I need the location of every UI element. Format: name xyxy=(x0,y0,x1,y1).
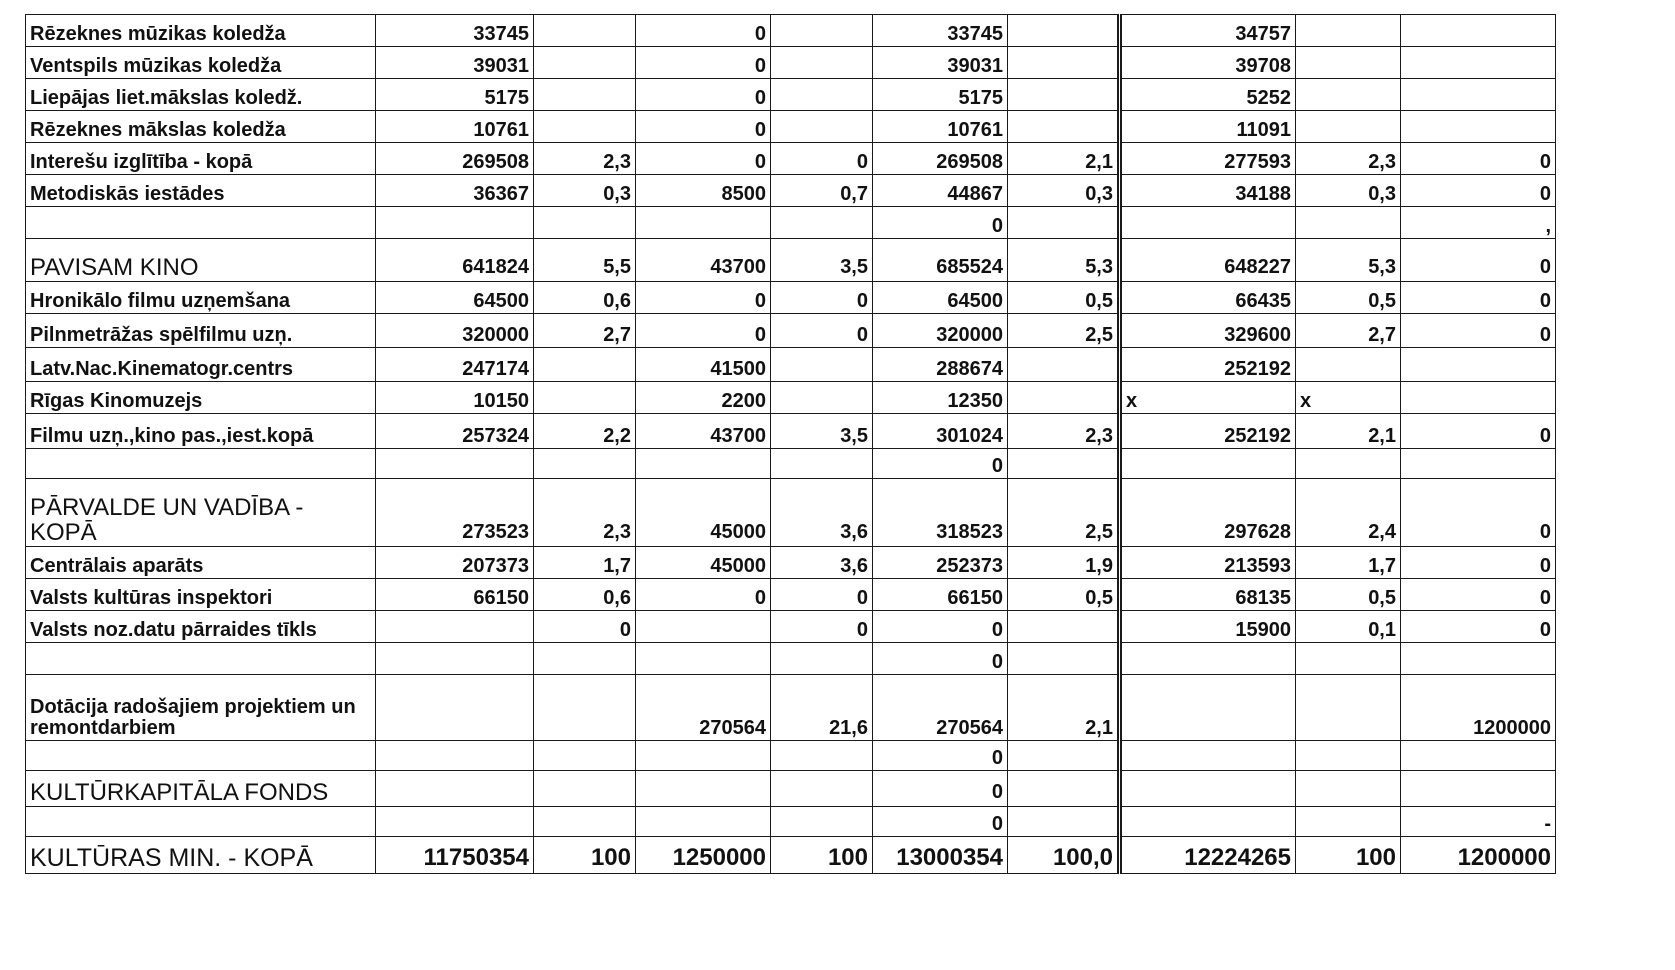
cell-c1 xyxy=(376,449,534,479)
cell-c9 xyxy=(1401,771,1556,807)
cell-c3: 43700 xyxy=(636,239,771,282)
cell-c4: 0,7 xyxy=(771,175,873,207)
cell-c1 xyxy=(376,771,534,807)
cell-c3: 8500 xyxy=(636,175,771,207)
cell-c4 xyxy=(771,47,873,79)
table-row xyxy=(26,643,1556,675)
cell-c1: 10761 xyxy=(376,111,534,143)
cell-c6: 2,1 xyxy=(1008,675,1120,741)
cell-c7: 11091 xyxy=(1120,111,1296,143)
cell-c1: 64500 xyxy=(376,282,534,314)
row-label: PAVISAM KINO xyxy=(26,239,376,282)
row-label: Ventspils mūzikas koledža xyxy=(26,47,376,79)
cell-c2: 5,5 xyxy=(534,239,636,282)
cell-c1: 66150 xyxy=(376,579,534,611)
cell-c5: 13000354 xyxy=(873,837,1008,874)
cell-c8: 0,1 xyxy=(1296,611,1401,643)
cell-c9: 0 xyxy=(1401,611,1556,643)
table-row xyxy=(26,239,1556,282)
cell-c9: 0 xyxy=(1401,479,1556,547)
row-label xyxy=(26,449,376,479)
cell-c2 xyxy=(534,449,636,479)
cell-c6 xyxy=(1008,15,1120,47)
cell-c7: 66435 xyxy=(1120,282,1296,314)
row-label: Interešu izglītība - kopā xyxy=(26,143,376,175)
cell-c5: 0 xyxy=(873,449,1008,479)
cell-c4: 3,6 xyxy=(771,479,873,547)
cell-c3: 43700 xyxy=(636,414,771,449)
cell-c8 xyxy=(1296,449,1401,479)
cell-c6: 100,0 xyxy=(1008,837,1120,874)
cell-c8 xyxy=(1296,807,1401,837)
cell-c2 xyxy=(534,771,636,807)
cell-c8 xyxy=(1296,675,1401,741)
cell-c3 xyxy=(636,207,771,239)
cell-c1 xyxy=(376,807,534,837)
table-row xyxy=(26,143,1556,175)
cell-c4: 3,6 xyxy=(771,547,873,579)
cell-c8: 100 xyxy=(1296,837,1401,874)
cell-c1: 207373 xyxy=(376,547,534,579)
cell-c6 xyxy=(1008,771,1120,807)
cell-c8 xyxy=(1296,79,1401,111)
cell-c9: 0 xyxy=(1401,414,1556,449)
cell-c8 xyxy=(1296,348,1401,382)
cell-c5: 12350 xyxy=(873,382,1008,414)
cell-c8: 2,4 xyxy=(1296,479,1401,547)
cell-c1: 33745 xyxy=(376,15,534,47)
cell-c3: 0 xyxy=(636,111,771,143)
cell-c6: 1,9 xyxy=(1008,547,1120,579)
cell-c3: 45000 xyxy=(636,479,771,547)
cell-c9 xyxy=(1401,382,1556,414)
table-row xyxy=(26,111,1556,143)
cell-c6 xyxy=(1008,47,1120,79)
cell-c3 xyxy=(636,643,771,675)
cell-c6: 2,5 xyxy=(1008,314,1120,348)
cell-c6: 2,5 xyxy=(1008,479,1120,547)
cell-c5: 318523 xyxy=(873,479,1008,547)
cell-c4: 0 xyxy=(771,143,873,175)
table-row xyxy=(26,449,1556,479)
cell-c3: 0 xyxy=(636,79,771,111)
cell-c7: 252192 xyxy=(1120,348,1296,382)
cell-c5: 39031 xyxy=(873,47,1008,79)
cell-c8: 2,1 xyxy=(1296,414,1401,449)
cell-c2 xyxy=(534,15,636,47)
cell-c9: 0 xyxy=(1401,282,1556,314)
cell-c9: 0 xyxy=(1401,314,1556,348)
cell-c2 xyxy=(534,47,636,79)
row-label xyxy=(26,807,376,837)
row-label: Latv.Nac.Kinematogr.centrs xyxy=(26,348,376,382)
cell-c2 xyxy=(534,348,636,382)
cell-c4: 21,6 xyxy=(771,675,873,741)
cell-c8: 0,5 xyxy=(1296,579,1401,611)
cell-c1: 273523 xyxy=(376,479,534,547)
cell-c1 xyxy=(376,675,534,741)
cell-c5: 0 xyxy=(873,207,1008,239)
cell-c9: 0 xyxy=(1401,579,1556,611)
cell-c4 xyxy=(771,111,873,143)
cell-c7: 277593 xyxy=(1120,143,1296,175)
cell-c3: 0 xyxy=(636,314,771,348)
cell-c2: 0,6 xyxy=(534,579,636,611)
table-row xyxy=(26,675,1556,741)
cell-c6: 0,5 xyxy=(1008,579,1120,611)
cell-c9: 0 xyxy=(1401,143,1556,175)
cell-c6: 0,3 xyxy=(1008,175,1120,207)
cell-c4 xyxy=(771,449,873,479)
cell-c3: 270564 xyxy=(636,675,771,741)
table-row xyxy=(26,414,1556,449)
cell-c6 xyxy=(1008,611,1120,643)
cell-c2: 2,3 xyxy=(534,479,636,547)
cell-c2: 0,6 xyxy=(534,282,636,314)
cell-c5: 320000 xyxy=(873,314,1008,348)
cell-c8 xyxy=(1296,15,1401,47)
cell-c7: 34188 xyxy=(1120,175,1296,207)
cell-c8 xyxy=(1296,741,1401,771)
cell-c1: 36367 xyxy=(376,175,534,207)
cell-c7: 329600 xyxy=(1120,314,1296,348)
row-label: Rīgas Kinomuzejs xyxy=(26,382,376,414)
row-label: Rēzeknes mūzikas koledža xyxy=(26,15,376,47)
cell-c1: 5175 xyxy=(376,79,534,111)
table-row xyxy=(26,807,1556,837)
cell-c1 xyxy=(376,741,534,771)
table-row xyxy=(26,79,1556,111)
cell-c4 xyxy=(771,771,873,807)
cell-c2 xyxy=(534,382,636,414)
budget-table xyxy=(25,14,1556,874)
cell-c4: 3,5 xyxy=(771,414,873,449)
cell-c1 xyxy=(376,643,534,675)
cell-c4: 3,5 xyxy=(771,239,873,282)
cell-c2: 2,7 xyxy=(534,314,636,348)
cell-c9: 0 xyxy=(1401,239,1556,282)
cell-c7: 5252 xyxy=(1120,79,1296,111)
cell-c3 xyxy=(636,807,771,837)
cell-c5: 66150 xyxy=(873,579,1008,611)
cell-c9: 1200000 xyxy=(1401,675,1556,741)
cell-c7 xyxy=(1120,643,1296,675)
cell-c9 xyxy=(1401,79,1556,111)
cell-c5: 0 xyxy=(873,771,1008,807)
row-label: Liepājas liet.mākslas koledž. xyxy=(26,79,376,111)
cell-c7 xyxy=(1120,807,1296,837)
cell-c4: 0 xyxy=(771,314,873,348)
cell-c2: 100 xyxy=(534,837,636,874)
cell-c3: 2200 xyxy=(636,382,771,414)
cell-c5: 269508 xyxy=(873,143,1008,175)
cell-c7: 34757 xyxy=(1120,15,1296,47)
row-label xyxy=(26,643,376,675)
cell-c1: 269508 xyxy=(376,143,534,175)
cell-c1: 247174 xyxy=(376,348,534,382)
row-label: PĀRVALDE UN VADĪBA - KOPĀ xyxy=(26,479,376,547)
cell-c1: 39031 xyxy=(376,47,534,79)
cell-c6 xyxy=(1008,449,1120,479)
cell-c3: 0 xyxy=(636,15,771,47)
cell-c8 xyxy=(1296,207,1401,239)
cell-c7: 12224265 xyxy=(1120,837,1296,874)
cell-c5: 252373 xyxy=(873,547,1008,579)
table-body xyxy=(26,15,1556,874)
cell-c2: 2,2 xyxy=(534,414,636,449)
cell-c3: 0 xyxy=(636,579,771,611)
cell-c5: 5175 xyxy=(873,79,1008,111)
cell-c6 xyxy=(1008,348,1120,382)
cell-c5: 288674 xyxy=(873,348,1008,382)
cell-c3: 0 xyxy=(636,143,771,175)
cell-c4 xyxy=(771,807,873,837)
cell-c4 xyxy=(771,382,873,414)
row-label: KULTŪRAS MIN. - KOPĀ xyxy=(26,837,376,874)
cell-c2: 0 xyxy=(534,611,636,643)
row-label: Valsts kultūras inspektori xyxy=(26,579,376,611)
cell-c2 xyxy=(534,807,636,837)
cell-c1: 257324 xyxy=(376,414,534,449)
cell-c9: 0 xyxy=(1401,175,1556,207)
row-label: Metodiskās iestādes xyxy=(26,175,376,207)
cell-c5: 270564 xyxy=(873,675,1008,741)
cell-c6 xyxy=(1008,382,1120,414)
cell-c3: 0 xyxy=(636,282,771,314)
cell-c7: 297628 xyxy=(1120,479,1296,547)
cell-c8: 2,3 xyxy=(1296,143,1401,175)
cell-c4: 0 xyxy=(771,611,873,643)
cell-c4 xyxy=(771,741,873,771)
cell-c6 xyxy=(1008,741,1120,771)
cell-c4 xyxy=(771,207,873,239)
cell-c3: 0 xyxy=(636,47,771,79)
cell-c7: 68135 xyxy=(1120,579,1296,611)
cell-c3: 1250000 xyxy=(636,837,771,874)
cell-c1: 320000 xyxy=(376,314,534,348)
table-row xyxy=(26,611,1556,643)
cell-c9 xyxy=(1401,111,1556,143)
cell-c9: 1200000 xyxy=(1401,837,1556,874)
cell-c9 xyxy=(1401,449,1556,479)
cell-c9 xyxy=(1401,348,1556,382)
table-row xyxy=(26,314,1556,348)
cell-c4 xyxy=(771,643,873,675)
cell-c9: , xyxy=(1401,207,1556,239)
cell-c6: 2,3 xyxy=(1008,414,1120,449)
cell-c4: 100 xyxy=(771,837,873,874)
cell-c2 xyxy=(534,643,636,675)
row-label: Hronikālo filmu uzņemšana xyxy=(26,282,376,314)
cell-c3 xyxy=(636,449,771,479)
cell-c5: 10761 xyxy=(873,111,1008,143)
table-row xyxy=(26,207,1556,239)
cell-c7: 252192 xyxy=(1120,414,1296,449)
cell-c1: 10150 xyxy=(376,382,534,414)
cell-c8: x xyxy=(1296,382,1401,414)
cell-c8: 1,7 xyxy=(1296,547,1401,579)
cell-c7: 39708 xyxy=(1120,47,1296,79)
cell-c9 xyxy=(1401,15,1556,47)
row-label: Filmu uzņ.,kino pas.,iest.kopā xyxy=(26,414,376,449)
cell-c3: 45000 xyxy=(636,547,771,579)
table-row xyxy=(26,741,1556,771)
cell-c6 xyxy=(1008,643,1120,675)
table-row xyxy=(26,547,1556,579)
cell-c6: 0,5 xyxy=(1008,282,1120,314)
table-row xyxy=(26,837,1556,874)
cell-c8: 0,5 xyxy=(1296,282,1401,314)
cell-c7 xyxy=(1120,771,1296,807)
row-label: KULTŪRKAPITĀLA FONDS xyxy=(26,771,376,807)
cell-c6: 2,1 xyxy=(1008,143,1120,175)
row-label xyxy=(26,207,376,239)
cell-c2 xyxy=(534,675,636,741)
cell-c8: 2,7 xyxy=(1296,314,1401,348)
table-row xyxy=(26,175,1556,207)
cell-c5: 44867 xyxy=(873,175,1008,207)
cell-c7: 213593 xyxy=(1120,547,1296,579)
table-row xyxy=(26,771,1556,807)
cell-c5: 0 xyxy=(873,741,1008,771)
cell-c2: 0,3 xyxy=(534,175,636,207)
cell-c2: 1,7 xyxy=(534,547,636,579)
cell-c6: 5,3 xyxy=(1008,239,1120,282)
row-label: Dotācija radošajiem projektiem un remontdarbiem xyxy=(26,675,376,741)
cell-c6 xyxy=(1008,207,1120,239)
cell-c8 xyxy=(1296,47,1401,79)
cell-c4 xyxy=(771,348,873,382)
row-label xyxy=(26,741,376,771)
cell-c2 xyxy=(534,207,636,239)
row-label: Centrālais aparāts xyxy=(26,547,376,579)
row-label: Rēzeknes mākslas koledža xyxy=(26,111,376,143)
cell-c9: 0 xyxy=(1401,547,1556,579)
cell-c4: 0 xyxy=(771,579,873,611)
cell-c8 xyxy=(1296,111,1401,143)
cell-c7 xyxy=(1120,207,1296,239)
cell-c7 xyxy=(1120,741,1296,771)
table-row xyxy=(26,282,1556,314)
cell-c7: 648227 xyxy=(1120,239,1296,282)
cell-c1 xyxy=(376,207,534,239)
cell-c3 xyxy=(636,611,771,643)
table-row xyxy=(26,479,1556,547)
cell-c4 xyxy=(771,15,873,47)
cell-c7: x xyxy=(1120,382,1296,414)
cell-c6 xyxy=(1008,807,1120,837)
table-row xyxy=(26,47,1556,79)
table-row xyxy=(26,382,1556,414)
cell-c3 xyxy=(636,771,771,807)
cell-c6 xyxy=(1008,79,1120,111)
cell-c4 xyxy=(771,79,873,111)
cell-c7: 15900 xyxy=(1120,611,1296,643)
cell-c5: 301024 xyxy=(873,414,1008,449)
cell-c8: 5,3 xyxy=(1296,239,1401,282)
cell-c5: 0 xyxy=(873,807,1008,837)
cell-c5: 33745 xyxy=(873,15,1008,47)
table-row xyxy=(26,15,1556,47)
cell-c8: 0,3 xyxy=(1296,175,1401,207)
table-row xyxy=(26,348,1556,382)
cell-c9 xyxy=(1401,643,1556,675)
table-row xyxy=(26,579,1556,611)
row-label: Valsts noz.datu pārraides tīkls xyxy=(26,611,376,643)
cell-c9 xyxy=(1401,47,1556,79)
cell-c9 xyxy=(1401,741,1556,771)
cell-c9: - xyxy=(1401,807,1556,837)
cell-c8 xyxy=(1296,771,1401,807)
cell-c2 xyxy=(534,741,636,771)
cell-c5: 0 xyxy=(873,611,1008,643)
cell-c2 xyxy=(534,111,636,143)
cell-c6 xyxy=(1008,111,1120,143)
cell-c2 xyxy=(534,79,636,111)
cell-c5: 685524 xyxy=(873,239,1008,282)
cell-c7 xyxy=(1120,675,1296,741)
cell-c5: 0 xyxy=(873,643,1008,675)
cell-c3: 41500 xyxy=(636,348,771,382)
cell-c1 xyxy=(376,611,534,643)
cell-c3 xyxy=(636,741,771,771)
cell-c4: 0 xyxy=(771,282,873,314)
cell-c2: 2,3 xyxy=(534,143,636,175)
cell-c7 xyxy=(1120,449,1296,479)
cell-c5: 64500 xyxy=(873,282,1008,314)
cell-c1: 641824 xyxy=(376,239,534,282)
cell-c8 xyxy=(1296,643,1401,675)
cell-c1: 11750354 xyxy=(376,837,534,874)
row-label: Pilnmetrāžas spēlfilmu uzņ. xyxy=(26,314,376,348)
